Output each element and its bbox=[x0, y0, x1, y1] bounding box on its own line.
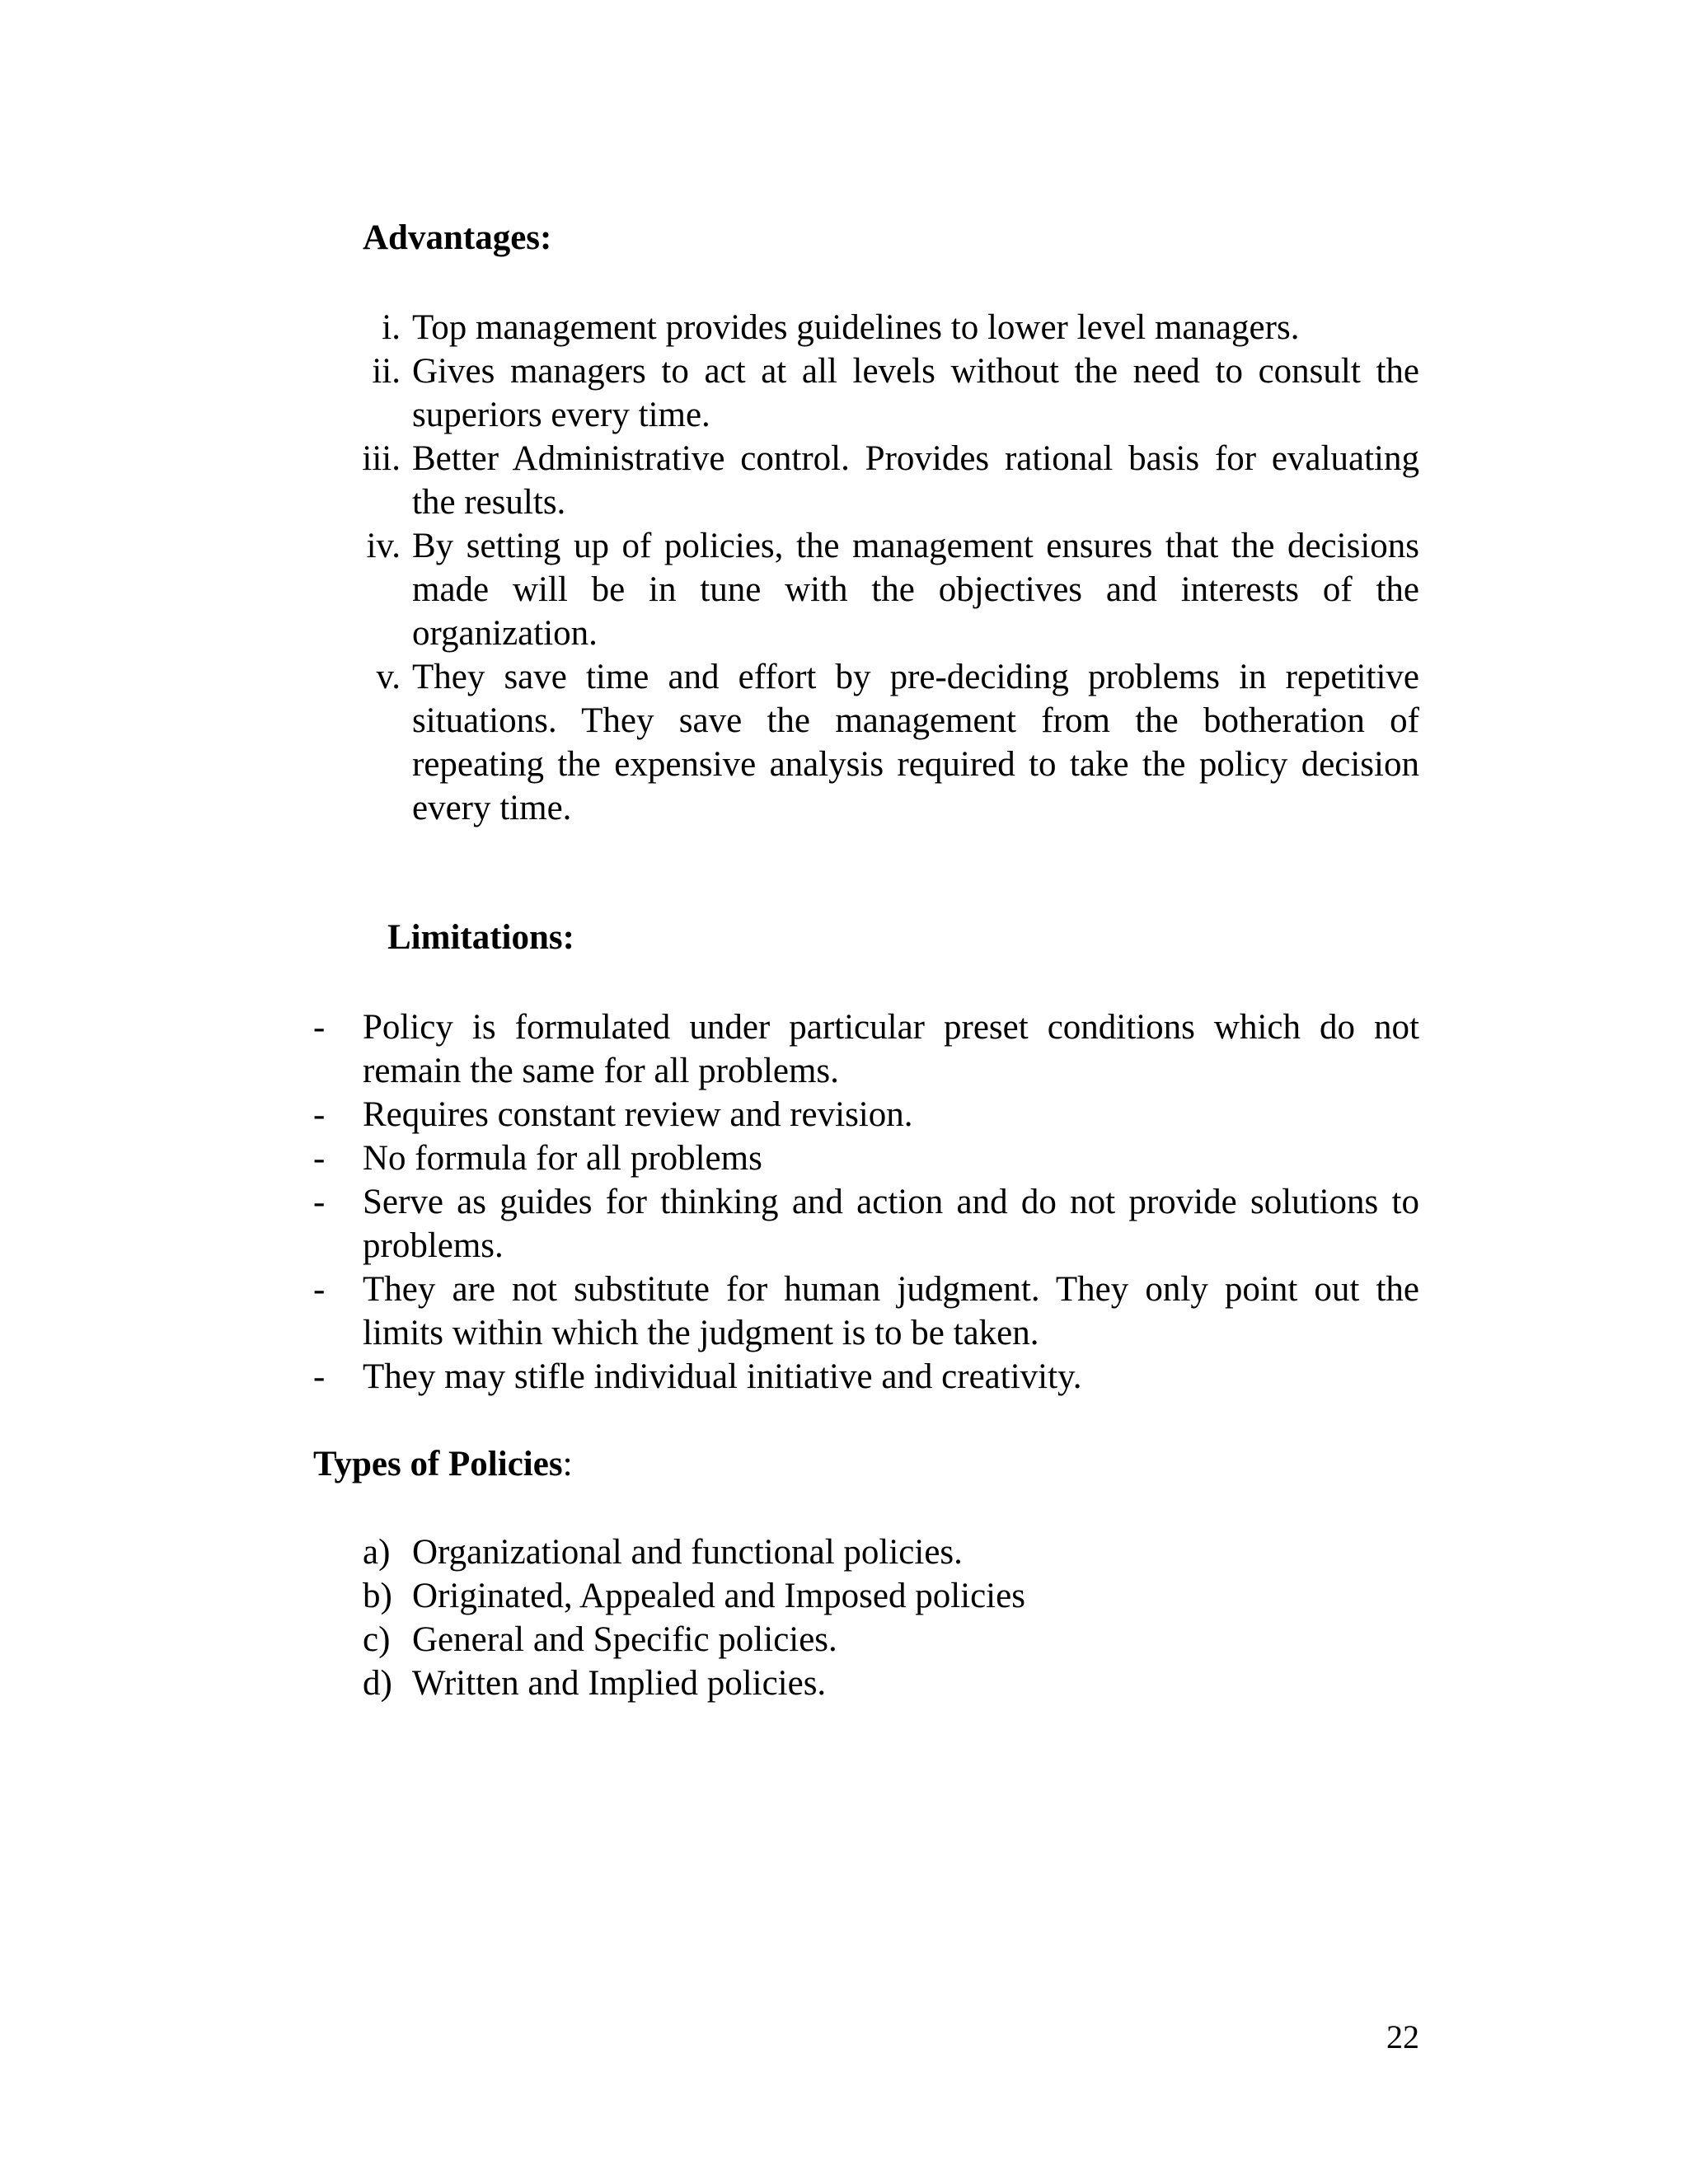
list-item-text: Policy is formulated under particular preset conditions which do not remain the same for all problems. bbox=[363, 1008, 1419, 1090]
types-heading bbox=[313, 1442, 573, 1486]
list-item bbox=[363, 1530, 1419, 1574]
types-list bbox=[363, 1530, 1419, 1705]
list-item bbox=[363, 1618, 1419, 1661]
list-marker: iii. bbox=[362, 439, 401, 478]
list-item-text: They are not substitute for human judgment. They only point out the limits within which the judgment is to be taken. bbox=[363, 1270, 1419, 1352]
types-heading-text: Types of Policies bbox=[313, 1445, 563, 1483]
list-item bbox=[313, 1137, 1419, 1180]
list-item-text: Better Administrative control. Provides rational basis for evaluating the results. bbox=[412, 439, 1419, 522]
list-marker: - bbox=[313, 1270, 326, 1309]
list-item-text: By setting up of policies, the management ensures that the decisions made will be in tune with the objectives and interests of the organization. bbox=[412, 527, 1419, 653]
list-item-text: General and Specific policies. bbox=[412, 1620, 837, 1659]
list-item bbox=[313, 1005, 1419, 1093]
list-item-text: Written and Implied policies. bbox=[412, 1664, 827, 1703]
list-item bbox=[382, 306, 1419, 349]
limitations-list bbox=[313, 1005, 1419, 1399]
list-marker: v. bbox=[376, 658, 401, 696]
list-marker: a) bbox=[363, 1533, 391, 1572]
list-item bbox=[362, 437, 1419, 524]
list-marker: c) bbox=[363, 1620, 391, 1659]
list-item-text: Top management provides guidelines to lower level managers. bbox=[412, 308, 1300, 347]
list-item-text: Originated, Appealed and Imposed policies bbox=[412, 1577, 1025, 1615]
advantages-heading: Advantages: bbox=[363, 218, 552, 257]
list-item bbox=[313, 1093, 1419, 1137]
list-marker: iv. bbox=[366, 527, 401, 565]
list-item bbox=[366, 524, 1419, 655]
list-item bbox=[313, 1268, 1419, 1355]
list-marker: - bbox=[313, 1183, 326, 1221]
list-item-text: They save time and effort by pre-deciding problems in repetitive situations. They save the management from the botheration of repeating the expensive analysis required to take the policy decision every time. bbox=[412, 658, 1419, 827]
list-item bbox=[313, 1355, 1419, 1399]
list-item bbox=[363, 1574, 1419, 1618]
list-item-text: No formula for all problems bbox=[363, 1139, 762, 1178]
limitations-heading: Limitations: bbox=[387, 918, 574, 957]
list-marker: d) bbox=[363, 1664, 392, 1703]
list-marker: i. bbox=[382, 308, 401, 347]
list-marker: - bbox=[313, 1095, 326, 1134]
list-item-text: Gives managers to act at all levels without the need to consult the superiors every time. bbox=[412, 352, 1419, 434]
list-marker: - bbox=[313, 1357, 326, 1396]
list-item-text: Serve as guides for thinking and action and do not provide solutions to problems. bbox=[363, 1183, 1419, 1265]
list-marker: - bbox=[313, 1008, 326, 1047]
list-marker: - bbox=[313, 1139, 326, 1178]
page-number: 22 bbox=[1386, 2018, 1419, 2055]
list-item-text: Requires constant review and revision. bbox=[363, 1095, 913, 1134]
advantages-list bbox=[362, 306, 1419, 830]
list-marker: b) bbox=[363, 1577, 392, 1615]
list-item bbox=[372, 349, 1419, 437]
list-item-text: Organizational and functional policies. bbox=[412, 1533, 963, 1572]
list-item bbox=[363, 1661, 1419, 1705]
list-marker: ii. bbox=[372, 352, 401, 391]
list-item bbox=[313, 1180, 1419, 1268]
list-item-text: They may stifle individual initiative and creativity. bbox=[363, 1357, 1082, 1396]
types-heading-colon: : bbox=[562, 1445, 573, 1483]
list-item bbox=[376, 655, 1419, 830]
